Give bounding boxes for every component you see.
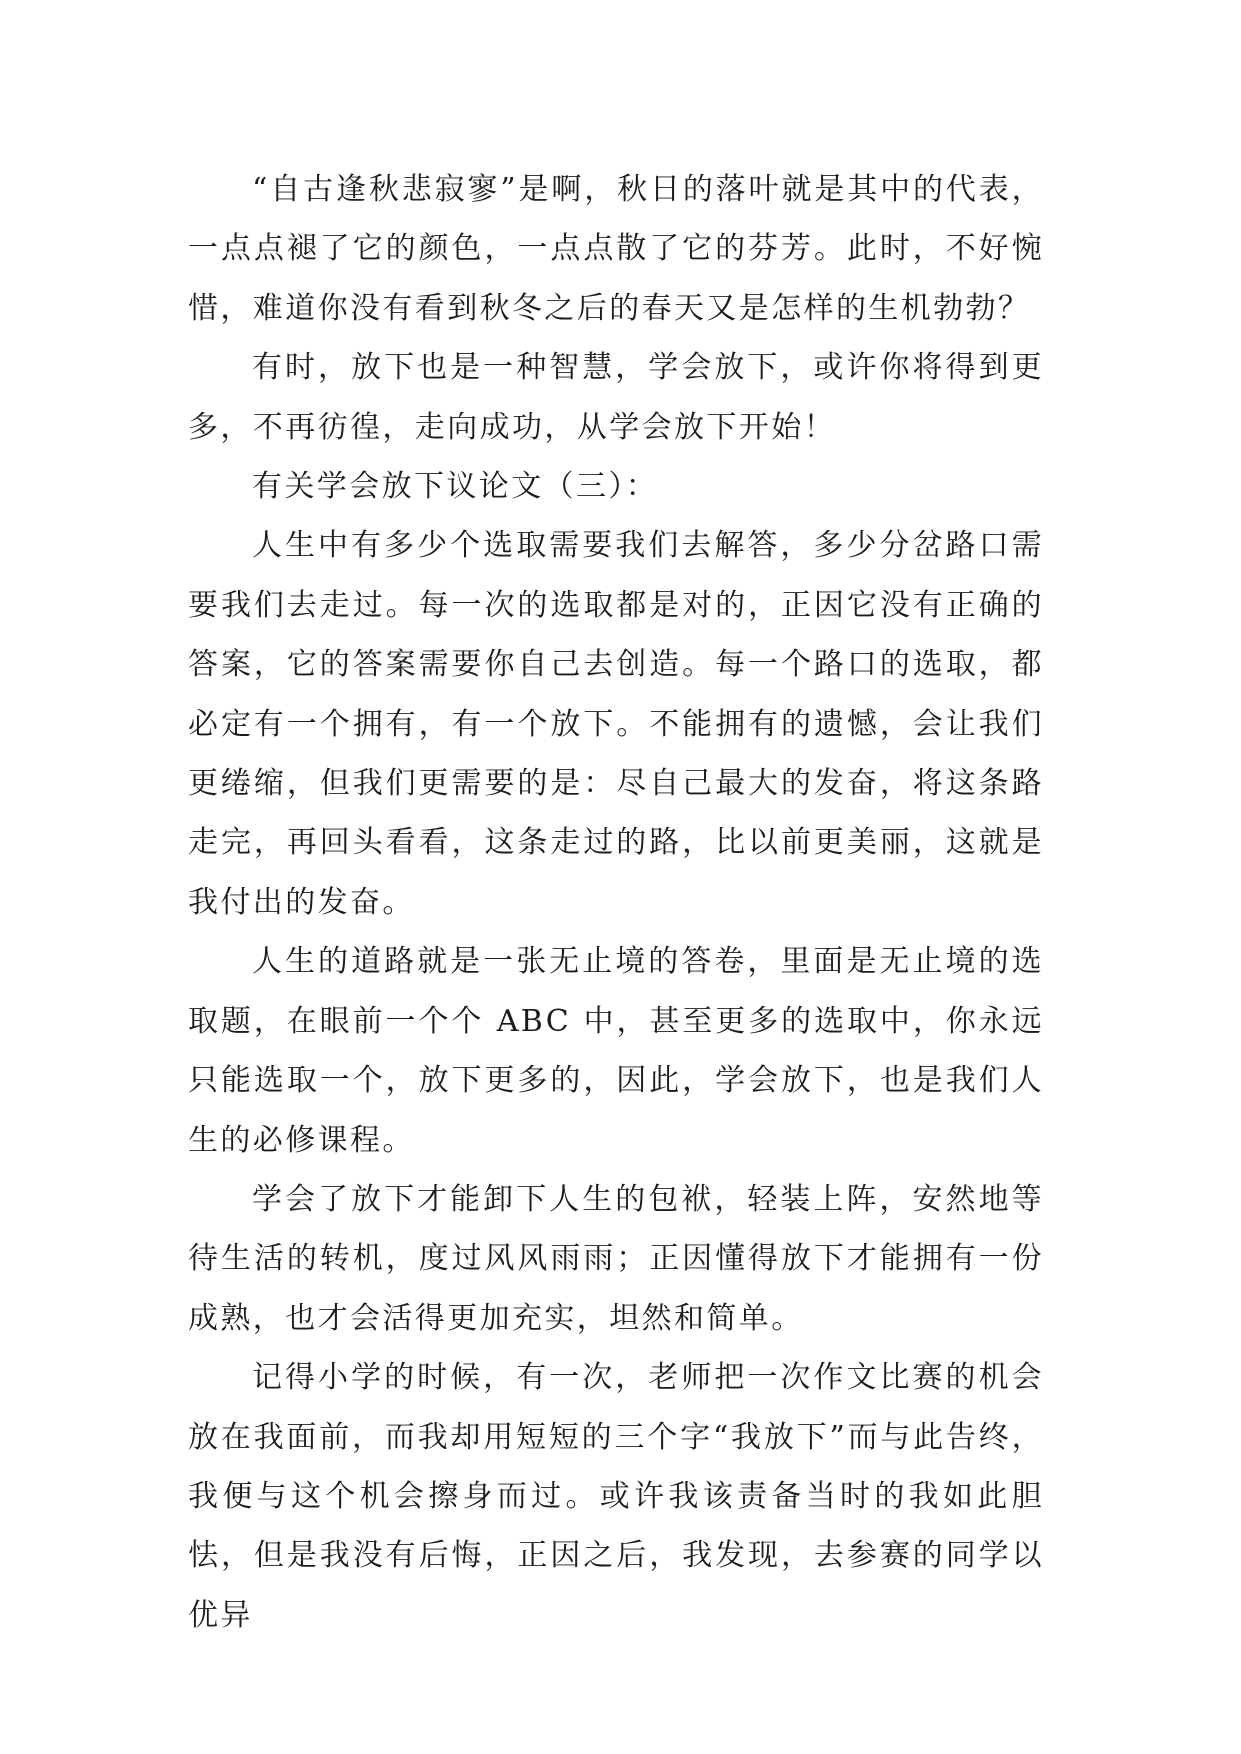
paragraph-wisdom-of-letting-go: 有时，放下也是一种智慧，学会放下，或许你将得到更多，不再彷徨，走向成功，从学会放下开始！ (188, 350, 1044, 445)
paragraph-autumn-leaves: “自古逢秋悲寂寥”是啊，秋日的落叶就是其中的代表，一点点褪了它的颜色，一点点散了它的芬芳。此时，不好惋惜，难道你没有看到秋冬之后的春天又是怎样的生机勃勃？ (188, 172, 1044, 326)
paragraph-life-choices: 人生中有多少个选取需要我们去解答，多少分岔路口需要我们去走过。每一次的选取都是对的，正因它没有正确的答案，它的答案需要你自己去创造。每一个路口的选取，都必定有一个拥有，有一个放下。不能拥有的遗憾，会让我们更绻缩，但我们更需要的是：尽自己最大的发奋，将这条路走完，再回头看看，这条走过的路，比以前更美丽，这就是我付出的发奋。 (188, 528, 1044, 920)
paragraph-school-memory: 记得小学的时候，有一次，老师把一次作文比赛的机会放在我面前，而我却用短短的三个字“我放下”而与此告终，我便与这个机会擦身而过。或许我该责备当时的我如此胆怯，但是我没有后悔，正因之后，我发现，去参赛的同学以优异 (188, 1360, 1044, 1633)
document-body (188, 160, 1044, 1645)
section-heading: 有关学会放下议论文（三）： (252, 469, 659, 505)
paragraph-life-answer-sheet: 人生的道路就是一张无止境的答卷，里面是无止境的选取题，在眼前一个个 ABC 中，甚至更多的选取中，你永远只能选取一个，放下更多的，因此，学会放下，也是我们人生的必修课程。 (188, 944, 1044, 1158)
paragraph-unload-burden: 学会了放下才能卸下人生的包袱，轻装上阵，安然地等待生活的转机，度过风风雨雨；正因懂得放下才能拥有一份成熟，也才会活得更加充实，坦然和简单。 (188, 1181, 1044, 1336)
